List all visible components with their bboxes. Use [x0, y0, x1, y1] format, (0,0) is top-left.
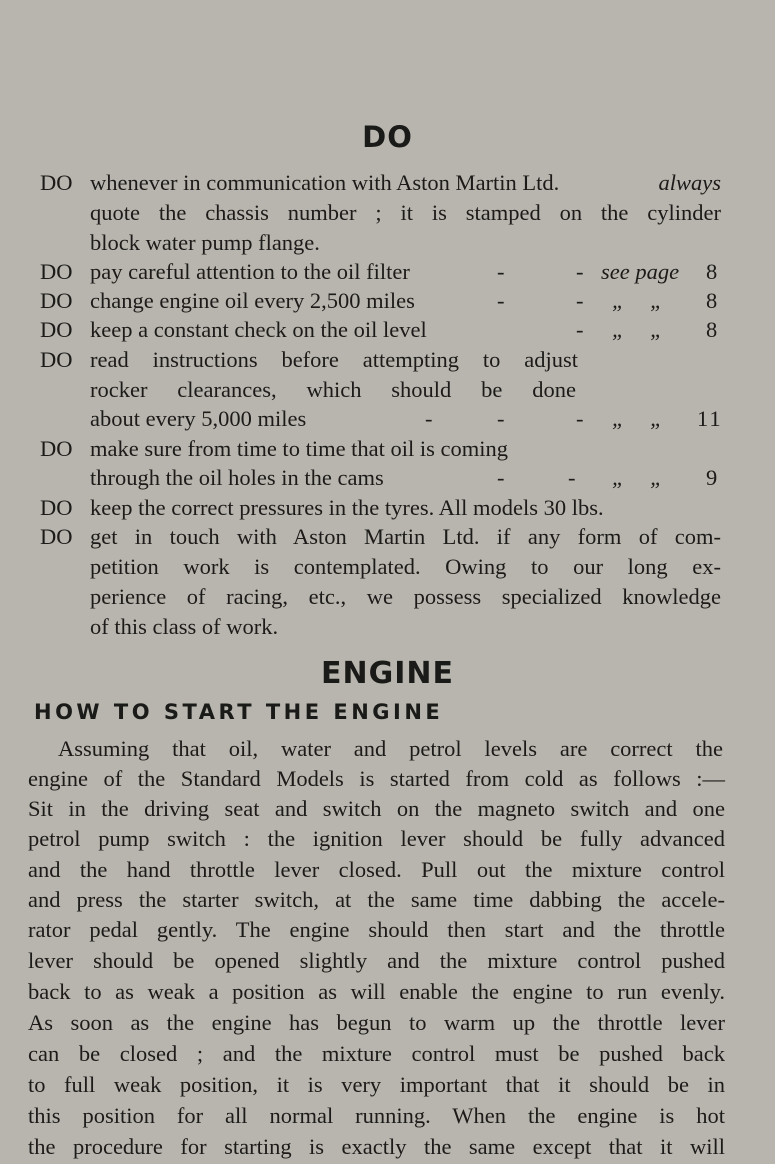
ditto-marks: „ „: [612, 288, 663, 313]
paragraph-line: Assuming that oil, water and petrol levels are correct the: [58, 736, 723, 761]
leader-dash: -: [576, 259, 584, 284]
do-item-text: get in touch with Aston Martin Ltd. if any form of com-: [90, 524, 721, 549]
ditto-marks: „ „: [612, 317, 663, 342]
page-number: 8: [706, 288, 718, 313]
do-item-text: through the oil holes in the cams: [90, 465, 384, 490]
leader-dash: -: [497, 288, 505, 313]
do-item-line: [90, 168, 723, 198]
paragraph-line: back to as weak a position as will enable the engine to run evenly.: [28, 979, 725, 1004]
paragraph-line: lever should be opened slightly and the mixture control pushed: [28, 948, 725, 973]
paragraph-line: and the hand throttle lever closed. Pull out the mixture control: [28, 857, 725, 882]
leader-dash: -: [497, 465, 505, 490]
paragraph-line: can be closed ; and the mixture control must be pushed back: [28, 1041, 725, 1066]
leader-dash: -: [425, 406, 433, 431]
do-item-text: about every 5,000 miles: [90, 406, 307, 431]
do-item-text: perience of racing, etc., we possess specialized knowledge: [90, 584, 721, 609]
ditto-marks: „ „: [612, 465, 663, 490]
paragraph-line: the procedure for starting is exactly the same except that it will: [28, 1134, 725, 1159]
page-number: 9: [706, 465, 718, 490]
do-item-text: block water pump flange.: [90, 230, 320, 255]
ditto-marks: „ „: [612, 406, 663, 431]
emphasis-word: always: [658, 170, 721, 195]
page-number: 8: [706, 317, 718, 342]
do-label: DO: [40, 317, 73, 342]
do-label: DO: [40, 347, 73, 372]
do-item-text: whenever in communication with Aston Martin Ltd.: [90, 170, 560, 195]
paragraph-line: and press the starter switch, at the same time dabbing the accele-: [28, 887, 725, 912]
do-item-text: petition work is contemplated. Owing to our long ex-: [90, 554, 721, 579]
paragraph-line: rator pedal gently. The engine should then start and the throttle: [28, 917, 725, 942]
do-item-text: keep the correct pressures in the tyres. All models 30 lbs.: [90, 495, 604, 520]
paragraph-line: As soon as the engine has begun to warm up the throttle lever: [28, 1010, 725, 1035]
do-item-text: read instructions before attempting to adjust: [90, 347, 578, 372]
do-item-text: make sure from time to time that oil is coming: [90, 436, 509, 461]
do-item-text: pay careful attention to the oil filter: [90, 259, 410, 284]
leader-dash: -: [576, 317, 584, 342]
paragraph-line: engine of the Standard Models is started from cold as follows :—: [28, 766, 725, 791]
page-reference: see page: [601, 259, 680, 284]
leader-dash: -: [568, 465, 576, 490]
do-label: DO: [40, 524, 73, 549]
paragraph-line: this position for all normal running. When the engine is hot: [28, 1103, 725, 1128]
do-item-text: rocker clearances, which should be done: [90, 377, 576, 402]
do-item-text: of this class of work.: [90, 614, 279, 639]
do-label: DO: [40, 259, 73, 284]
do-label: DO: [40, 436, 73, 461]
leader-dash: -: [576, 406, 584, 431]
do-item-text: quote the chassis number ; it is stamped on the cylinder: [90, 200, 721, 225]
leader-dash: -: [576, 288, 584, 313]
do-item-text: keep a constant check on the oil level: [90, 317, 427, 342]
do-label: DO: [40, 495, 73, 520]
do-heading: DO: [362, 120, 413, 154]
paragraph-line: Sit in the driving seat and switch on the magneto switch and one: [28, 796, 725, 821]
paragraph-line: petrol pump switch : the ignition lever should be fully advanced: [28, 826, 725, 851]
paragraph-line: to full weak position, it is very important that it should be in: [28, 1072, 725, 1097]
page-number: 8: [706, 259, 718, 284]
leader-dash: -: [497, 259, 505, 284]
leader-dash: -: [497, 406, 505, 431]
engine-heading: ENGINE: [321, 656, 454, 691]
do-label: DO: [40, 170, 73, 195]
do-label: DO: [40, 288, 73, 313]
start-engine-subheading: HOW TO START THE ENGINE: [34, 700, 444, 724]
do-item-text: change engine oil every 2,500 miles: [90, 288, 415, 313]
page-number: 11: [697, 406, 723, 431]
